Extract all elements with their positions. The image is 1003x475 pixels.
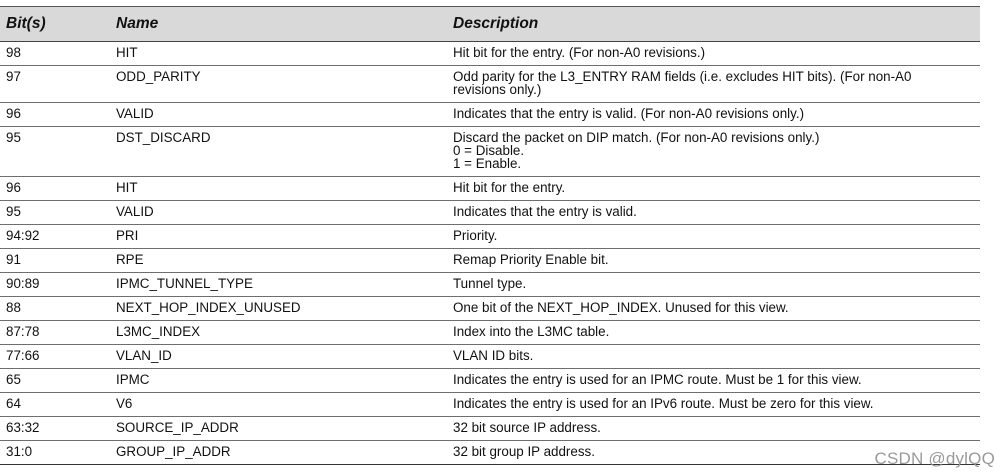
cell-bits: 64 [0,393,110,417]
cell-name: HIT [110,177,447,201]
table-row [0,321,980,345]
cell-bits: 97 [0,66,110,103]
table-header [0,7,980,42]
description-line: revisions only.) [453,82,542,97]
cell-bits: 95 [0,127,110,177]
cell-description [447,66,980,103]
description-line: Tunnel type. [453,276,527,291]
cell-description [447,177,980,201]
table-row [0,66,980,103]
header-bits: Bit(s) [0,7,110,42]
cell-description [447,369,980,393]
cell-bits: 95 [0,201,110,225]
register-field-table [0,6,980,465]
cell-description [447,321,980,345]
cell-name: NEXT_HOP_INDEX_UNUSED [110,297,447,321]
description-line: One bit of the NEXT_HOP_INDEX. Unused for this view. [453,300,789,315]
description-line: Discard the packet on DIP match. (For non-A0 revisions only.) [453,130,820,145]
description-line: 32 bit group IP address. [453,444,595,459]
cell-bits: 98 [0,42,110,66]
cell-bits: 88 [0,297,110,321]
table-row [0,225,980,249]
table-row [0,417,980,441]
cell-name: HIT [110,42,447,66]
watermark: CSDN @dylQQ [874,449,995,468]
cell-name: VALID [110,201,447,225]
cell-bits: 94:92 [0,225,110,249]
description-line: Indicates that the entry is valid. (For non-A0 revisions only.) [453,106,805,121]
description-line: Hit bit for the entry. [453,180,566,195]
description-line: 32 bit source IP address. [453,420,601,435]
table-row [0,42,980,66]
cell-name: PRI [110,225,447,249]
table-row [0,201,980,225]
cell-bits: 65 [0,369,110,393]
description-line: VLAN ID bits. [453,348,534,363]
cell-description [447,273,980,297]
cell-description [447,345,980,369]
cell-name: VLAN_ID [110,345,447,369]
cell-name: VALID [110,103,447,127]
description-line: Indicates the entry is used for an IPMC route. Must be 1 for this view. [453,372,862,387]
table-row [0,103,980,127]
table-row [0,249,980,273]
cell-name: IPMC_TUNNEL_TYPE [110,273,447,297]
cell-name: V6 [110,393,447,417]
table-row [0,369,980,393]
description-line: 0 = Disable. [453,143,525,158]
cell-name: L3MC_INDEX [110,321,447,345]
cell-description [447,103,980,127]
table-row [0,273,980,297]
table-row [0,441,980,465]
description-line: Odd parity for the L3_ENTRY RAM fields (i.e. excludes HIT bits). (For non-A0 [453,69,912,84]
description-line: Remap Priority Enable bit. [453,252,609,267]
table-row [0,297,980,321]
cell-bits: 63:32 [0,417,110,441]
description-line: Index into the L3MC table. [453,324,610,339]
cell-bits: 77:66 [0,345,110,369]
cell-name: DST_DISCARD [110,127,447,177]
cell-description [447,201,980,225]
header-name: Name [110,7,447,42]
description-line: 1 = Enable. [453,156,522,171]
description-line: Priority. [453,228,498,243]
table-body [0,42,980,465]
cell-description [447,225,980,249]
cell-bits: 87:78 [0,321,110,345]
cell-bits: 91 [0,249,110,273]
description-line: Indicates the entry is used for an IPv6 route. Must be zero for this view. [453,396,874,411]
cell-name: GROUP_IP_ADDR [110,441,447,465]
cell-description [447,42,980,66]
cell-bits: 96 [0,177,110,201]
cell-name: IPMC [110,369,447,393]
cell-bits: 96 [0,103,110,127]
cell-bits: 31:0 [0,441,110,465]
table-row [0,177,980,201]
table-row [0,393,980,417]
cell-name: RPE [110,249,447,273]
header-description: Description [447,7,980,42]
description-line: Hit bit for the entry. (For non-A0 revisions.) [453,45,706,60]
cell-name: ODD_PARITY [110,66,447,103]
cell-description [447,249,980,273]
cell-description [447,297,980,321]
cell-description [447,417,980,441]
cell-bits: 90:89 [0,273,110,297]
table-row [0,345,980,369]
cell-description [447,393,980,417]
cell-description [447,127,980,177]
header-row [0,7,980,42]
description-line: Indicates that the entry is valid. [453,204,637,219]
cell-name: SOURCE_IP_ADDR [110,417,447,441]
table-row [0,127,980,177]
